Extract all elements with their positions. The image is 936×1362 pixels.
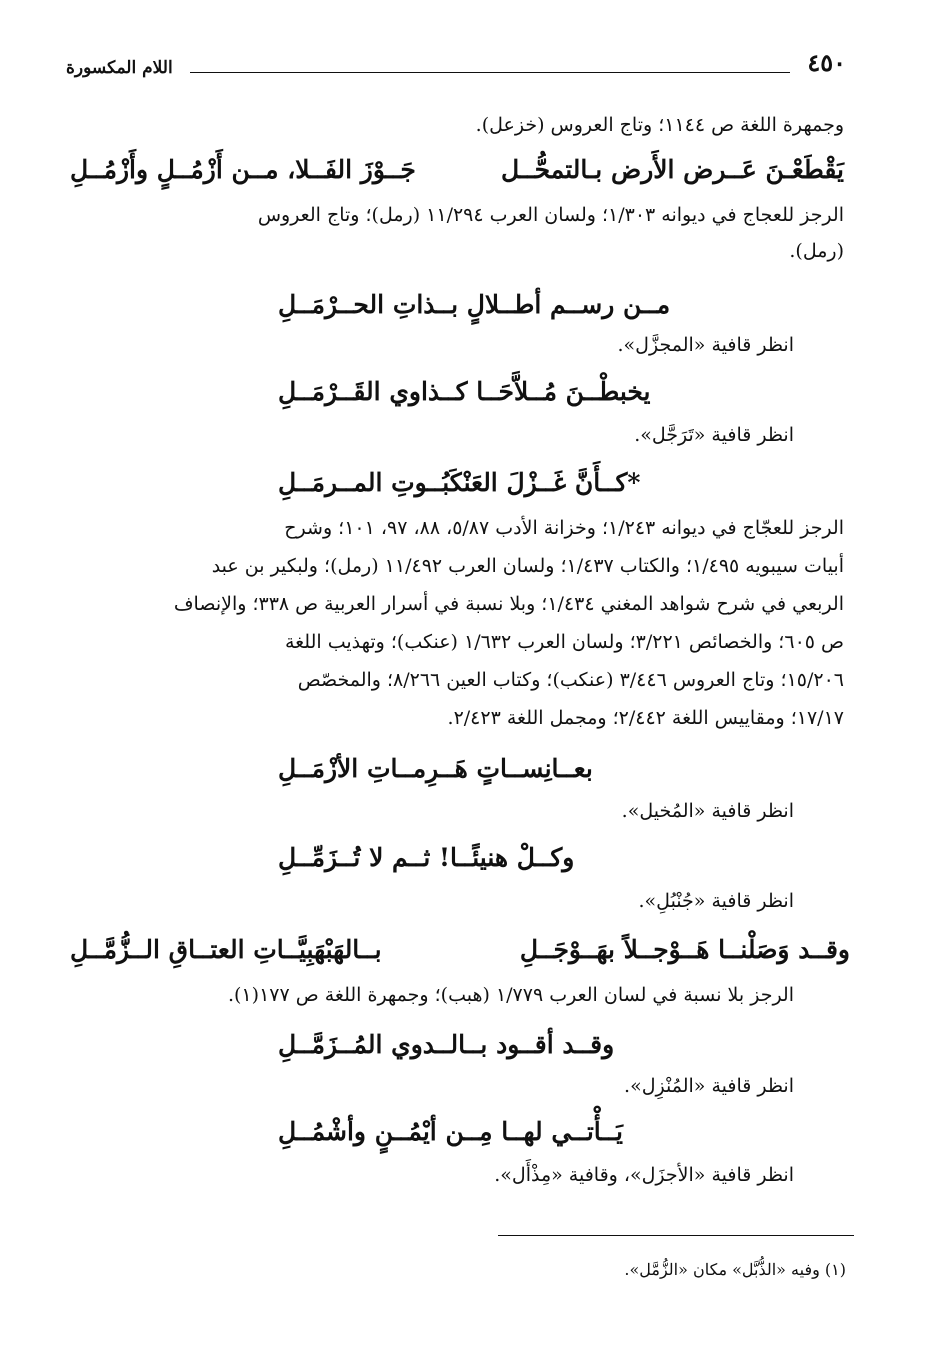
text-line: الرجز للعجاج في ديوانه ١/٣٠٣؛ ولسان العرب ١١/٢٩٤ (رمل)؛ وتاج العروس: [257, 204, 844, 226]
text-line: انظر قافية «المُخيل».: [621, 800, 794, 822]
footnote-rule: [498, 1235, 854, 1236]
text-line: ١٧/١٧؛ ومقاييس اللغة ٢/٤٤٢؛ ومجمل اللغة ٢/٤٢٣.: [447, 707, 844, 729]
verse-hemistich-right: يَقْطَعْـنَ عَــرض الأَرض بـالتمحُّــل: [501, 155, 844, 184]
verse-hemistich-right: وقــد وَصَلْنــا هَــوْجــلاً بهَــوْجَــلِ: [519, 935, 850, 964]
text-line: الرجز للعجّاج في ديوانه ١/٢٤٣؛ وخزانة الأدب ٥/٨٧، ٨٨، ٩٧، ١٠١؛ وشرح: [284, 517, 844, 539]
text-line: أبيات سيبويه ١/٤٩٥؛ والكتاب ١/٤٣٧؛ ولسان العرب ١١/٤٩٢ (رمل)؛ ولبكير بن عبد: [211, 555, 844, 577]
text-line: ١٥/٢٠٦؛ وتاج العروس ٣/٤٤٦ (عنكب)؛ وكتاب العين ٨/٢٦٦؛ والمخصّص: [297, 669, 844, 691]
verse-line: بعــانِســاتٍ هَــرِمــاتِ الأزْمَــلِ: [278, 754, 593, 783]
footnote: (١) وفيه «الذُّبَّل» مكان «الزُّمَّل».: [624, 1260, 846, 1279]
verse-line: يَــأْتــي لهــا مِــن أيْمُــنٍ وأشْمُــلِ: [278, 1117, 623, 1146]
text-line: الرجز بلا نسبة في لسان العرب ١/٧٧٩ (هبب)؛ وجمهرة اللغة ص ١٧٧(١).: [227, 984, 794, 1006]
text-line: انظر قافية «الأجزَل»، وقافية «مِذْأَل».: [494, 1164, 794, 1186]
section-title: اللام المكسورة: [66, 58, 173, 78]
verse-line: مــن رســم أطــلالٍ بــذاتِ الحــرْمَــلِ: [278, 290, 671, 319]
page-number: ٤٥٠: [807, 48, 846, 77]
text-line: وجمهرة اللغة ص ١١٤٤؛ وتاج العروس (خزعل).: [475, 114, 844, 136]
text-line: انظر قافية «جُنْبُلِ».: [638, 890, 794, 912]
text-line: ص ٦٠٥؛ والخصائص ٣/٢٢١؛ ولسان العرب ١/٦٣٢ (عنكب)؛ وتهذيب اللغة: [284, 631, 844, 653]
text-line: انظر قافية «المُنْزِل».: [624, 1075, 794, 1097]
text-line: (رمل).: [789, 240, 844, 262]
verse-line: يخبطْــنَ مُــلاَّحَــا كــذاوي القَــرْمَــلِ: [278, 377, 651, 406]
verse-hemistich-left: جَــوْزَ الفَــلا، مــن أَزْمُــلٍ وأَزْمُــلِ: [70, 155, 416, 184]
verse-hemistich-left: بــالهَبْهَبِيَّــاتِ العتــاقِ الــزُّمَّــلِ: [70, 935, 382, 964]
text-line: انظر قافية «تَرَجَّل».: [634, 424, 794, 446]
text-line: انظر قافية «المجزَّل».: [617, 334, 794, 356]
verse-line: وكــلْ هنيئًــا! ثــم لا تُــزَمِّــلِ: [278, 843, 575, 872]
header-rule: [190, 72, 790, 73]
text-line: الربعي في شرح شواهد المغني ١/٤٣٤؛ وبلا نسبة في أسرار العربية ص ٣٣٨؛ والإنصاف: [173, 593, 844, 615]
verse-line: وقــد أقــود بــالــدوي المُــزَمَّــلِ: [278, 1030, 615, 1059]
verse-line: *كــأَنَّ غَــزْلَ العَنْكَبُــوتِ المــرمَــلِ: [278, 468, 641, 497]
